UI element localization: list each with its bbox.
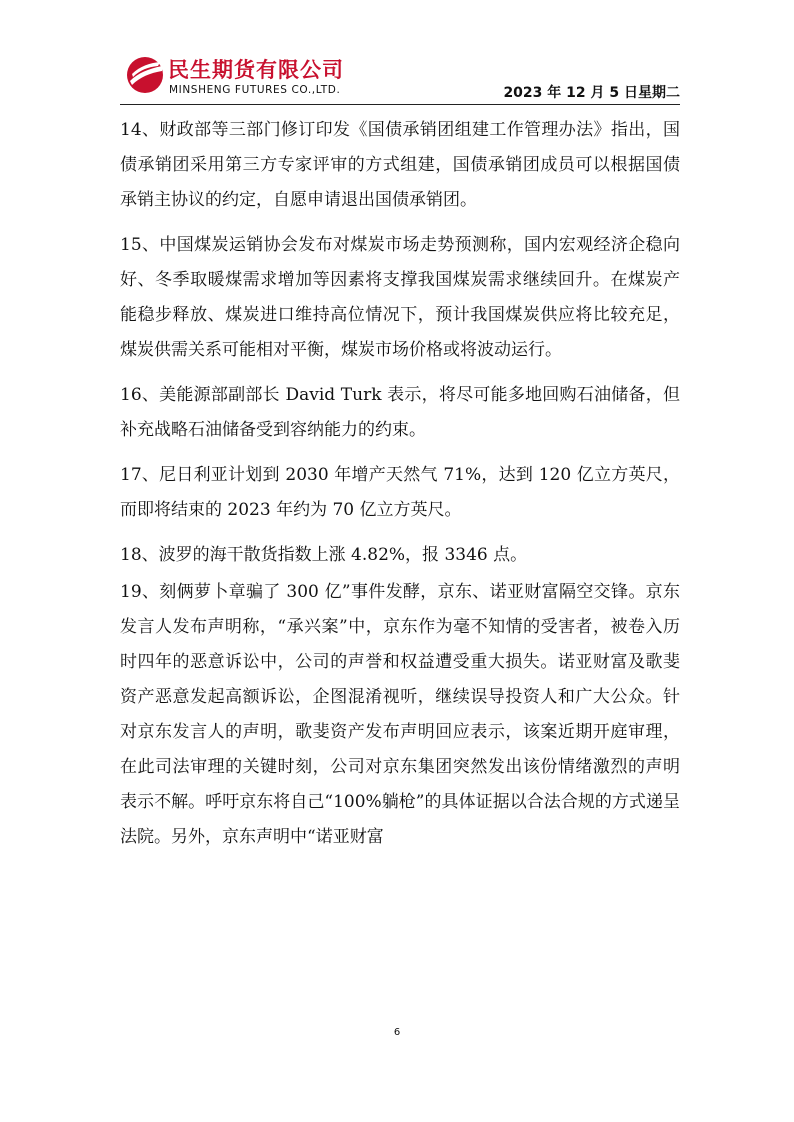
header-divider xyxy=(120,104,680,105)
news-item-14: 14、财政部等三部门修订印发《国债承销团组建工作管理办法》指出，国债承销团采用第三方专家评审的方式组建，国债承销团成员可以根据国债承销主协议的约定，自愿申请退出国债承销团。 xyxy=(120,120,680,210)
company-name-en: MINSHENG FUTURES CO.,LTD. xyxy=(169,84,341,96)
page-header xyxy=(120,52,680,104)
news-list xyxy=(120,113,680,865)
report-date: 2023 年 12 月 5 日星期二 xyxy=(503,85,680,101)
news-item-19: 19、刻俩萝卜章骗了 300 亿”事件发酵，京东、诺亚财富隔空交锋。京东发言人发布声明称，“承兴案”中，京东作为毫不知情的受害者，被卷入历时四年的恶意诉讼中，公司的声誉和权益遭受重大损失。诺亚财富及歌斐资产恶意发起高额诉讼，企图混淆视听，继续误导投资人和广大公众。针对京东发言人的声明，歌斐资产发布声明回应表示，该案近期开庭审理，在此司法审理的关键时刻，公司对京东集团突然发出该份情绪激烈的声明表示不解。呼吁京东将自己“100%躺枪”的具体证据以合法合规的方式递呈法院。另外，京东声明中“诺亚财富 xyxy=(120,582,680,847)
company-name-cn: 民生期货有限公司 xyxy=(168,58,344,82)
news-item-15: 15、中国煤炭运销协会发布对煤炭市场走势预测称，国内宏观经济企稳向好、冬季取暖煤需求增加等因素将支撑我国煤炭需求继续回升。在煤炭产能稳步释放、煤炭进口维持高位情况下，预计我国煤炭供应将比较充足，煤炭供需关系可能相对平衡，煤炭市场价格或将波动运行。 xyxy=(120,235,680,360)
news-item-17: 17、尼日利亚计划到 2030 年增产天然气 71%，达到 120 亿立方英尺，而即将结束的 2023 年约为 70 亿立方英尺。 xyxy=(120,465,680,520)
minsheng-logo-icon xyxy=(124,54,166,96)
news-item-16: 16、美能源部副部长 David Turk 表示，将尽可能多地回购石油储备，但补充战略石油储备受到容纳能力的约束。 xyxy=(120,385,680,440)
page-number: 6 xyxy=(393,1027,401,1038)
news-item-18: 18、波罗的海干散货指数上涨 4.82%，报 3346 点。 xyxy=(120,545,528,565)
